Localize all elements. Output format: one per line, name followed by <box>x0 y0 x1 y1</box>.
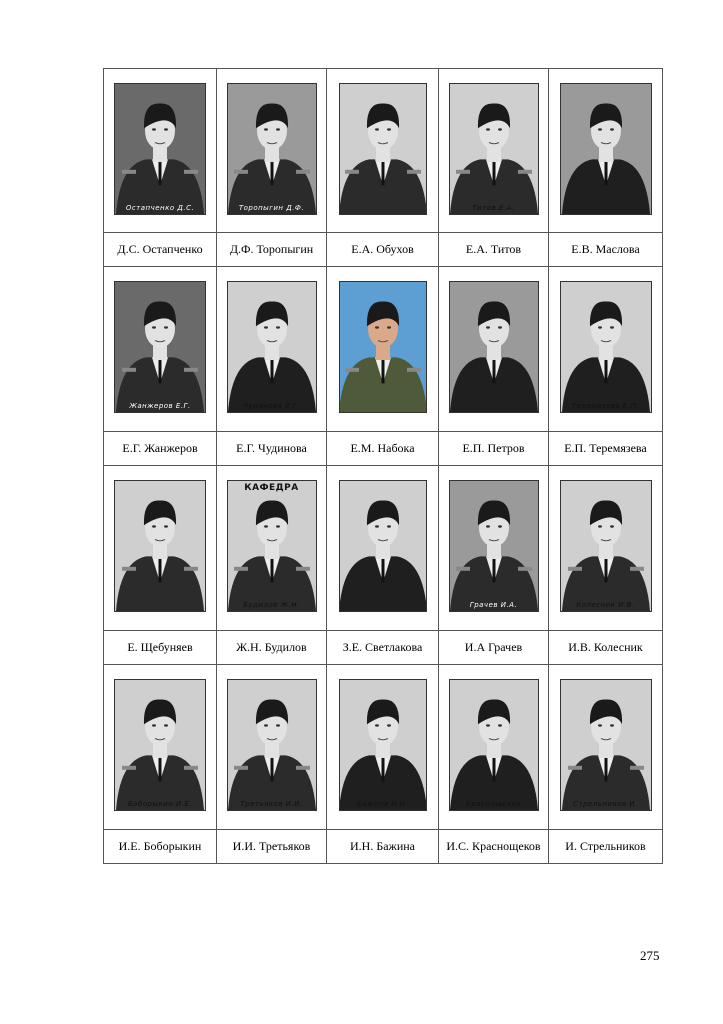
photo-cell <box>439 466 549 631</box>
photo-signature: Теремязева Е.П. <box>571 402 640 410</box>
photo-row <box>103 466 663 631</box>
person-name: Е.А. Обухов <box>327 233 439 267</box>
photo-cell <box>103 68 217 233</box>
portrait-photo <box>560 83 652 215</box>
photo-row <box>103 665 663 830</box>
photo-signature: Грачев И.А. <box>469 601 518 609</box>
portrait-photo <box>227 679 317 811</box>
person-name: И.А Грачев <box>439 631 549 665</box>
portrait-photo <box>227 83 317 215</box>
photo-cell <box>217 665 327 830</box>
portrait-photo <box>114 480 206 612</box>
photo-signature: Жанжеров Е.Г. <box>129 402 191 410</box>
portrait-photo <box>560 281 652 413</box>
person-name: Ж.Н. Будилов <box>217 631 327 665</box>
photo-cell <box>217 267 327 432</box>
photo-signature: Торопыгин Д.Ф. <box>238 204 305 212</box>
photo-signature: Чудинова Е.Г. <box>242 402 301 410</box>
person-name: И.И. Третьяков <box>217 830 327 864</box>
portrait-table <box>103 68 663 864</box>
photo-signature: Бажина И.Н. <box>356 800 409 808</box>
name-row <box>103 233 663 267</box>
page-number: 275 <box>640 948 660 963</box>
portrait-photo <box>560 480 652 612</box>
portrait-photo <box>449 679 539 811</box>
photo-signature: Титов Е.А. <box>472 204 515 212</box>
person-name: Е.П. Петров <box>439 432 549 466</box>
portrait-photo <box>339 281 427 413</box>
photo-cell <box>103 267 217 432</box>
photo-cell <box>439 267 549 432</box>
portrait-photo <box>114 83 206 215</box>
person-name: Е.Г. Чудинова <box>217 432 327 466</box>
person-name: З.Е. Светлакова <box>327 631 439 665</box>
person-name: И.Е. Боборыкин <box>103 830 217 864</box>
portrait-photo <box>449 83 539 215</box>
photo-signature: Стрельников И. <box>573 800 638 808</box>
photo-cell <box>549 68 663 233</box>
person-name: Е. Щебуняев <box>103 631 217 665</box>
photo-cell <box>549 267 663 432</box>
portrait-photo <box>339 83 427 215</box>
photo-cell <box>549 665 663 830</box>
person-name: Е.А. Титов <box>439 233 549 267</box>
portrait-photo <box>449 480 539 612</box>
portrait-photo <box>449 281 539 413</box>
person-name: Е.П. Теремязева <box>549 432 663 466</box>
name-row <box>103 432 663 466</box>
photo-signature: Третьяков И.И. <box>240 800 303 808</box>
photo-cell <box>217 68 327 233</box>
name-row <box>103 631 663 665</box>
person-name: Е.Г. Жанжеров <box>103 432 217 466</box>
photo-signature: Боборыкин И.Е. <box>127 800 193 808</box>
portrait-photo <box>227 480 317 612</box>
name-row <box>103 830 663 864</box>
person-name: Е.В. Маслова <box>549 233 663 267</box>
photo-cell <box>439 68 549 233</box>
person-name: И.В. Колесник <box>549 631 663 665</box>
photo-cell <box>549 466 663 631</box>
person-name: И.Н. Бажина <box>327 830 439 864</box>
photo-signature: Будилов Ж.Н. <box>243 601 300 609</box>
photo-cell <box>217 466 327 631</box>
photo-signature: Остапченко Д.С. <box>125 204 195 212</box>
photo-row <box>103 68 663 233</box>
photo-cell <box>327 466 439 631</box>
person-name: И.С. Краснощеков <box>439 830 549 864</box>
person-name: И. Стрельников <box>549 830 663 864</box>
photo-header-text: КАФЕДРА <box>244 483 299 493</box>
person-name: Е.М. Набока <box>327 432 439 466</box>
photo-cell <box>327 665 439 830</box>
photo-row <box>103 267 663 432</box>
portrait-photo <box>227 281 317 413</box>
photo-cell <box>327 267 439 432</box>
portrait-photo <box>339 679 427 811</box>
photo-cell <box>327 68 439 233</box>
portrait-photo <box>339 480 427 612</box>
photo-signature: Краснощеков <box>465 800 522 808</box>
portrait-photo <box>114 679 206 811</box>
photo-signature: Колесник И.В. <box>576 601 635 609</box>
person-name: Д.Ф. Торопыгин <box>217 233 327 267</box>
photo-cell <box>103 466 217 631</box>
person-name: Д.С. Остапченко <box>103 233 217 267</box>
portrait-photo <box>114 281 206 413</box>
photo-cell <box>439 665 549 830</box>
portrait-photo <box>560 679 652 811</box>
photo-cell <box>103 665 217 830</box>
